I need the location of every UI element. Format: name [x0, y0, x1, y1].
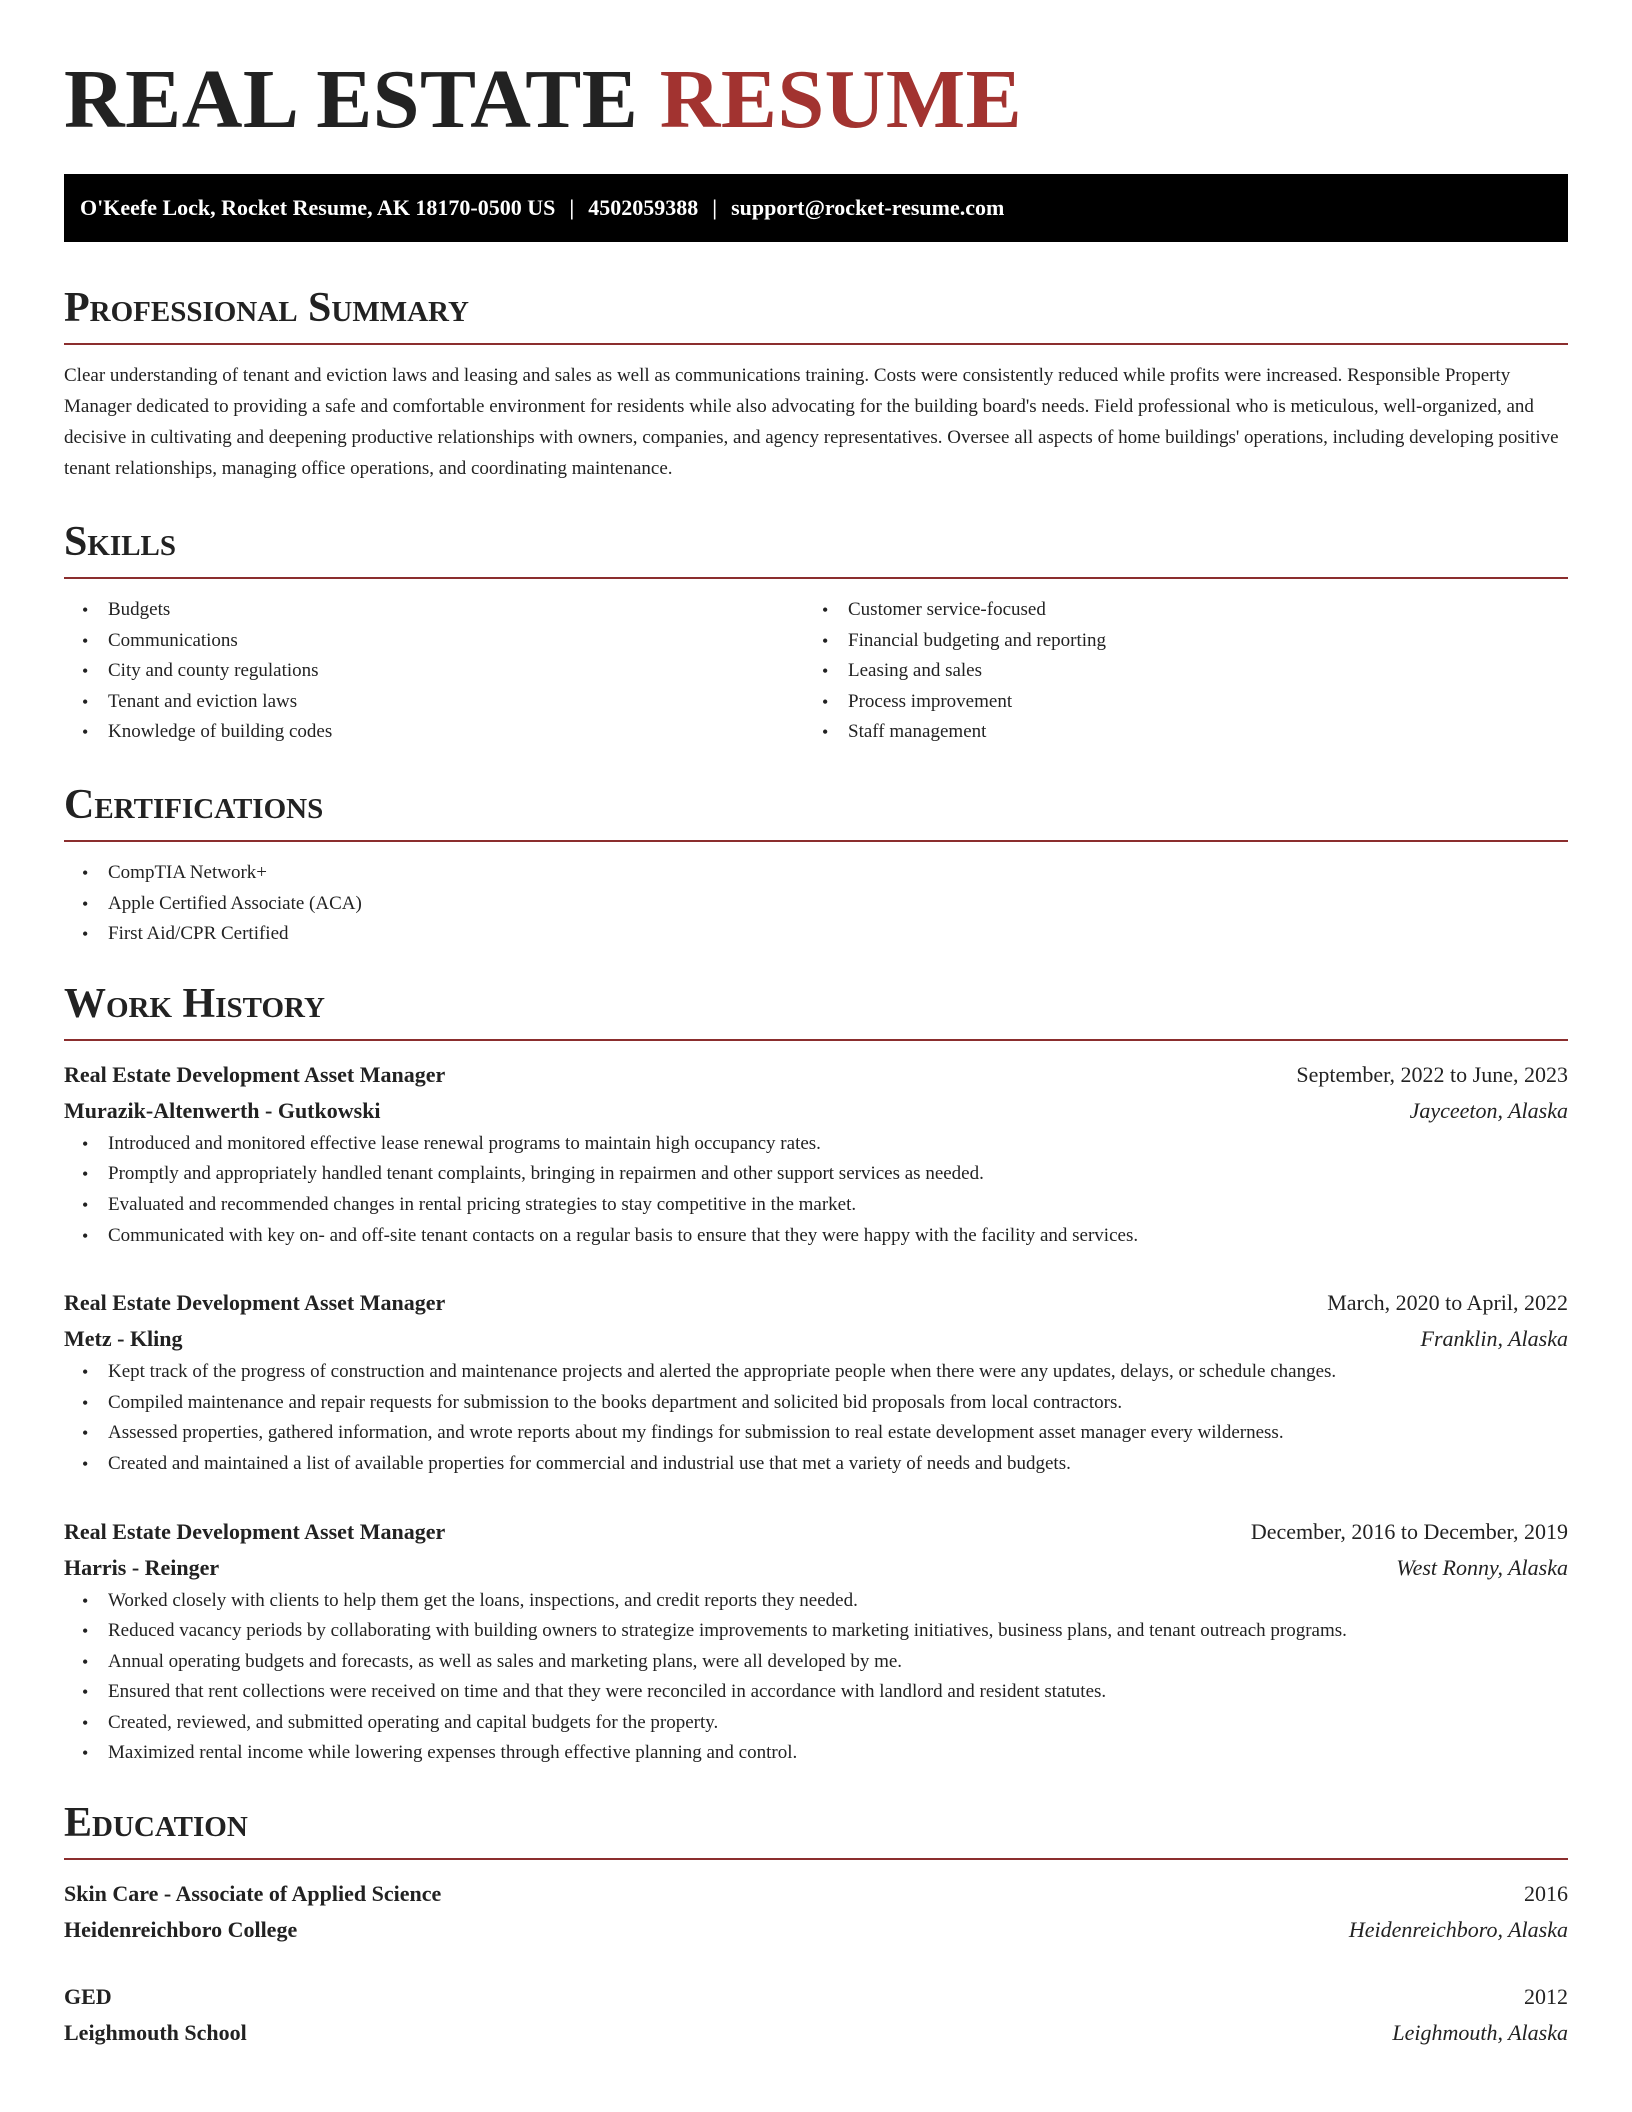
job-location: Jayceeton, Alaska	[1409, 1097, 1568, 1123]
skill-item: • City and county regulations	[108, 656, 816, 687]
certification-item: • First Aid/CPR Certified	[108, 919, 1568, 950]
education-school-row	[64, 2015, 1568, 2051]
skills-column-right	[816, 595, 1568, 748]
summary-heading: Professional Summary	[64, 287, 1568, 345]
job-bullet: • Worked closely with clients to help them get the loans, inspections, and credit reports they needed.	[108, 1586, 1568, 1617]
education-entry	[64, 1979, 1568, 2051]
education-entry	[64, 1876, 1568, 1948]
education-degree: Skin Care - Associate of Applied Science	[64, 1881, 442, 1907]
education-degree: GED	[64, 1984, 112, 2010]
title-part-1: REAL ESTATE	[64, 53, 639, 146]
job-bullet: • Compiled maintenance and repair requests for submission to the books department and solicited bid proposals from local contractors.	[108, 1388, 1568, 1419]
education-school-row	[64, 1912, 1568, 1948]
job-bullets	[64, 1129, 1568, 1251]
job-header-row	[64, 1514, 1568, 1550]
job-header-row	[64, 1057, 1568, 1093]
contact-separator: |	[569, 195, 575, 220]
job-bullet: • Kept track of the progress of construction and maintenance projects and alerted the appropriate people when there were any updates, delays, or schedule changes.	[108, 1357, 1568, 1388]
skills-column-left	[64, 595, 816, 748]
job-bullets	[64, 1586, 1568, 1770]
resume-title	[64, 53, 1568, 150]
skill-item: • Knowledge of building codes	[108, 717, 816, 748]
skill-item: • Customer service-focused	[848, 595, 1568, 626]
job-bullet: • Introduced and monitored effective lease renewal programs to maintain high occupancy rates.	[108, 1129, 1568, 1160]
skill-item: • Tenant and eviction laws	[108, 687, 816, 718]
job-bullet: • Ensured that rent collections were received on time and that they were reconciled in accordance with landlord and resident statutes.	[108, 1677, 1568, 1708]
work-history-section	[64, 980, 1568, 1769]
education-section	[64, 1802, 1568, 2051]
job-dates: December, 2016 to December, 2019	[1250, 1518, 1568, 1544]
skills-list-left	[64, 595, 816, 748]
skills-list-right	[816, 595, 1568, 748]
job-dates: September, 2022 to June, 2023	[1296, 1061, 1568, 1087]
contact-address: O'Keefe Lock, Rocket Resume, AK 18170-0500 US	[80, 195, 556, 220]
job-company: Murazik-Altenwerth - Gutkowski	[64, 1097, 381, 1123]
certification-item: • Apple Certified Associate (ACA)	[108, 889, 1568, 920]
job-bullet: • Created and maintained a list of available properties for commercial and industrial use that met a variety of needs and budgets.	[108, 1449, 1568, 1480]
skills-heading: Skills	[64, 521, 1568, 579]
job-company-row	[64, 1550, 1568, 1586]
job-entry	[64, 1057, 1568, 1251]
education-heading: Education	[64, 1802, 1568, 1860]
skill-item: • Budgets	[108, 595, 816, 626]
job-company-row	[64, 1093, 1568, 1129]
job-header-row	[64, 1285, 1568, 1321]
skill-item: • Process improvement	[848, 687, 1568, 718]
job-bullet: • Maximized rental income while lowering expenses through effective planning and control.	[108, 1738, 1568, 1769]
job-bullet: • Assessed properties, gathered information, and wrote reports about my findings for submission to real estate development asset manager every wilderness.	[108, 1418, 1568, 1449]
work-history-heading: Work History	[64, 983, 1568, 1041]
job-company-row	[64, 1321, 1568, 1357]
skills-grid	[64, 595, 1568, 748]
job-bullet: • Promptly and appropriately handled tenant complaints, bringing in repairmen and other support services as needed.	[108, 1159, 1568, 1190]
contact-separator: |	[712, 195, 718, 220]
certification-item: • CompTIA Network+	[108, 858, 1568, 889]
job-bullet: • Annual operating budgets and forecasts, as well as sales and marketing plans, were all developed by me.	[108, 1647, 1568, 1678]
education-degree-row	[64, 1876, 1568, 1912]
job-title: Real Estate Development Asset Manager	[64, 1518, 446, 1544]
education-year: 2012	[1524, 1984, 1568, 2010]
skills-section	[64, 521, 1568, 748]
skill-item: • Leasing and sales	[848, 656, 1568, 687]
education-school: Leighmouth School	[64, 2020, 247, 2046]
job-company: Harris - Reinger	[64, 1554, 220, 1580]
job-title: Real Estate Development Asset Manager	[64, 1290, 446, 1316]
summary-text: Clear understanding of tenant and eviction laws and leasing and sales as well as communications training. Costs were consistently reduced while profits were increased. Responsible Property Manager dedicated to providing a safe and comfortable environment for residents while also advocating for the building board's needs. Field professional who is meticulous, well-organized, and decisive in cultivating and deepening productive relationships with owners, companies, and agency representatives. Oversee all aspects of home buildings' operations, including developing positive tenant relationships, managing office operations, and coordinating maintenance.	[64, 365, 1559, 479]
skill-item: • Financial budgeting and reporting	[848, 626, 1568, 657]
job-bullet: • Communicated with key on- and off-site tenant contacts on a regular basis to ensure that they were happy with the facility and services.	[108, 1221, 1568, 1252]
education-school: Heidenreichboro College	[64, 1917, 298, 1943]
job-bullet: • Created, reviewed, and submitted operating and capital budgets for the property.	[108, 1708, 1568, 1739]
education-location: Heidenreichboro, Alaska	[1348, 1917, 1568, 1943]
job-dates: March, 2020 to April, 2022	[1327, 1290, 1568, 1316]
job-bullet: • Reduced vacancy periods by collaborating with building owners to strategize improvements to marketing initiatives, business plans, and tenant outreach programs.	[108, 1616, 1568, 1647]
contact-phone: 4502059388	[588, 195, 699, 220]
job-entry	[64, 1285, 1568, 1479]
certifications-list	[64, 858, 1568, 950]
certifications-heading: Certifications	[64, 784, 1568, 842]
job-bullet: • Evaluated and recommended changes in rental pricing strategies to stay competitive in the market.	[108, 1190, 1568, 1221]
job-title: Real Estate Development Asset Manager	[64, 1061, 446, 1087]
contact-email: support@rocket-resume.com	[731, 195, 1005, 220]
certifications-section	[64, 781, 1568, 950]
education-year: 2016	[1524, 1881, 1568, 1907]
job-company: Metz - Kling	[64, 1326, 183, 1352]
skill-item: • Staff management	[848, 717, 1568, 748]
skill-item: • Communications	[108, 626, 816, 657]
education-location: Leighmouth, Alaska	[1392, 2020, 1568, 2046]
job-bullets	[64, 1357, 1568, 1479]
job-location: West Ronny, Alaska	[1396, 1554, 1568, 1580]
contact-bar	[64, 174, 1568, 242]
summary-section	[64, 287, 1568, 484]
title-part-2: RESUME	[659, 53, 1023, 146]
job-location: Franklin, Alaska	[1420, 1326, 1568, 1352]
education-degree-row	[64, 1979, 1568, 2015]
job-entry	[64, 1514, 1568, 1770]
